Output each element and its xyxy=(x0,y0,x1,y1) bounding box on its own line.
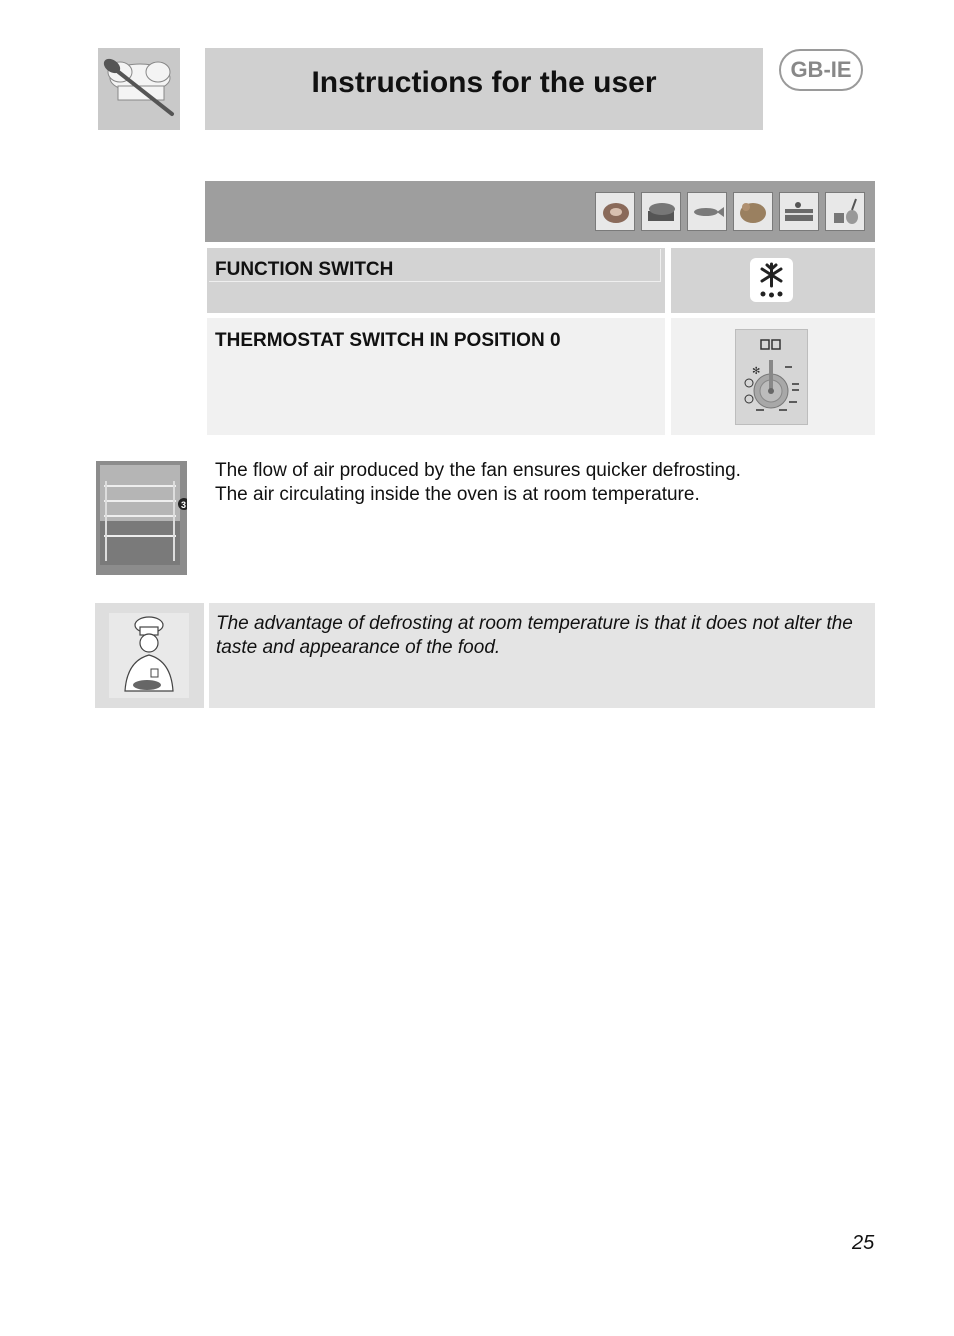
function-icon-cell xyxy=(671,248,875,313)
tip-note-text: The advantage of defrosting at room temperature is that it does not alter the taste and appearance of the food. xyxy=(216,613,853,658)
function-knob-icon xyxy=(735,329,808,425)
function-switch-cell xyxy=(207,248,665,313)
fish-icon xyxy=(687,192,727,231)
shelf-number-marker: 3 xyxy=(181,500,187,510)
knob-icon-cell xyxy=(671,318,875,435)
chef-icon-box xyxy=(95,603,204,708)
spoon-and-hat-icon xyxy=(98,48,180,130)
thermostat-label: THERMOSTAT SWITCH IN POSITION 0 xyxy=(215,330,561,351)
description-line-2: The air circulating inside the oven is at room temperature. xyxy=(215,484,700,505)
oven-interior-illustration xyxy=(96,461,187,575)
language-badge: GB-IE xyxy=(779,49,863,91)
description-line-1: The flow of air produced by the fan ensures quicker defrosting. xyxy=(215,460,741,481)
function-switch-label: FUNCTION SWITCH xyxy=(215,259,394,280)
bread-icon xyxy=(641,192,681,231)
snowflake-defrost-icon xyxy=(750,258,793,302)
food-category-bar xyxy=(205,181,875,242)
tip-note xyxy=(209,603,875,708)
vegetables-icon xyxy=(825,192,865,231)
page-title: Instructions for the user xyxy=(311,66,657,99)
title-bar xyxy=(205,48,763,130)
cake-icon xyxy=(779,192,819,231)
meat-icon xyxy=(595,192,635,231)
chef-icon xyxy=(95,603,204,708)
chef-logo xyxy=(98,48,180,130)
poultry-icon xyxy=(733,192,773,231)
svg-text:✻: ✻ xyxy=(752,366,761,377)
thermostat-cell xyxy=(207,318,665,435)
page-number: 25 xyxy=(852,1232,875,1254)
